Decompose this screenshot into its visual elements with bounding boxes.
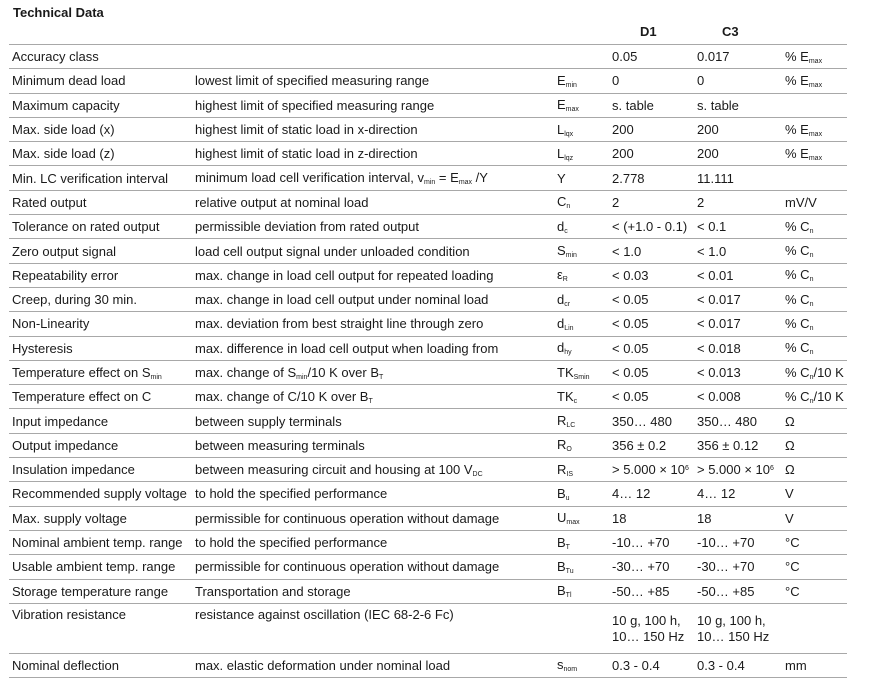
value-d1: > $5.000 \times 10^6$: [609, 458, 694, 482]
param-description: lowest limit of specified measuring range: [192, 69, 554, 93]
param-name: Input impedance: [9, 409, 192, 433]
param-description: max. change in load cell output under nominal load: [192, 287, 554, 311]
table-row: [9, 360, 847, 384]
value-c3: 0.017: [694, 45, 782, 69]
value-c3: < 0.017: [694, 312, 782, 336]
param-name: Insulation impedance: [9, 458, 192, 482]
value-c3: 350… 480: [694, 409, 782, 433]
value-c3: 11.111: [694, 166, 782, 190]
table-row: [9, 579, 847, 603]
table-row: [9, 458, 847, 482]
param-description: Transportation and storage: [192, 579, 554, 603]
value-c3: < 0.018: [694, 336, 782, 360]
param-description: to hold the specified performance: [192, 482, 554, 506]
table-row: [9, 433, 847, 457]
param-name: Max. supply voltage: [9, 506, 192, 530]
param-symbol: $d_{Lin}$: [554, 312, 609, 336]
param-unit: °C: [782, 579, 847, 603]
value-c3: < 0.01: [694, 263, 782, 287]
param-description: permissible for continuous operation without damage: [192, 506, 554, 530]
param-description: max. change in load cell output for repeated loading: [192, 263, 554, 287]
value-c3: 200: [694, 117, 782, 141]
param-unit: Ω: [782, 409, 847, 433]
value-c3: < 1.0: [694, 239, 782, 263]
param-symbol: $E_{min}$: [554, 69, 609, 93]
param-description: minimum load cell verification interval, $v_{min} = E_{max}$ /Y: [192, 166, 554, 190]
param-name: Accuracy class: [9, 45, 192, 69]
param-description: max. change of C/10 K over $B_T$: [192, 385, 554, 409]
value-d1: < 0.05: [609, 336, 694, 360]
param-symbol: $\varepsilon_R$: [554, 263, 609, 287]
param-symbol: $B_{Tu}$: [554, 555, 609, 579]
param-unit: % $C_n$: [782, 336, 847, 360]
param-name: Zero output signal: [9, 239, 192, 263]
value-d1: 10 g, 100 h, 10… 150 Hz: [609, 603, 694, 653]
value-c3: 0.3 - 0.4: [694, 653, 782, 677]
table-row: [9, 93, 847, 117]
table-row: [9, 166, 847, 190]
value-d1: 2.778: [609, 166, 694, 190]
value-d1: 18: [609, 506, 694, 530]
value-c3: < 0.008: [694, 385, 782, 409]
param-description: to hold the specified performance: [192, 530, 554, 554]
param-unit: % $C_n$: [782, 239, 847, 263]
value-d1: 0: [609, 69, 694, 93]
param-name: Min. LC verification interval: [9, 166, 192, 190]
param-unit: % $C_n/10$ K: [782, 385, 847, 409]
param-description: max. difference in load cell output when loading from: [192, 336, 554, 360]
param-unit: °C: [782, 530, 847, 554]
param-name: Vibration resistance: [9, 603, 192, 653]
table-row: [9, 653, 847, 677]
value-d1: 200: [609, 117, 694, 141]
param-description: between measuring terminals: [192, 433, 554, 457]
param-symbol: Y: [554, 166, 609, 190]
param-unit: % $E_{max}$: [782, 69, 847, 93]
table-row: [9, 215, 847, 239]
value-d1: < 0.05: [609, 360, 694, 384]
param-unit: V: [782, 482, 847, 506]
value-c3: 18: [694, 506, 782, 530]
table-row: [9, 263, 847, 287]
table-row: [9, 530, 847, 554]
value-c3: -10… +70: [694, 530, 782, 554]
param-symbol: $E_{max}$: [554, 93, 609, 117]
param-name: Nominal ambient temp. range: [9, 530, 192, 554]
table-row: [9, 239, 847, 263]
param-symbol: $TK_c$: [554, 385, 609, 409]
param-unit: % $E_{max}$: [782, 45, 847, 69]
param-symbol: [554, 45, 609, 69]
table-row: [9, 385, 847, 409]
value-c3: 200: [694, 142, 782, 166]
param-symbol: $L_{lqz}$: [554, 142, 609, 166]
param-symbol: $S_{min}$: [554, 239, 609, 263]
param-description: between supply terminals: [192, 409, 554, 433]
param-name: Nominal deflection: [9, 653, 192, 677]
param-name: Temperature effect on C: [9, 385, 192, 409]
table-row: [9, 45, 847, 69]
param-name: Maximum capacity: [9, 93, 192, 117]
value-c3: 0: [694, 69, 782, 93]
param-unit: V: [782, 506, 847, 530]
value-d1: 0.05: [609, 45, 694, 69]
value-d1: < 0.05: [609, 385, 694, 409]
technical-data-table: [9, 44, 847, 678]
table-row: [9, 190, 847, 214]
param-description: [192, 45, 554, 69]
table-row: [9, 69, 847, 93]
param-unit: [782, 166, 847, 190]
param-symbol: $B_T$: [554, 530, 609, 554]
param-unit: % $E_{max}$: [782, 117, 847, 141]
table-row: [9, 287, 847, 311]
value-d1: < 0.05: [609, 287, 694, 311]
param-name: Minimum dead load: [9, 69, 192, 93]
param-unit: % $C_n$: [782, 287, 847, 311]
param-description: resistance against oscillation (IEC 68-2-6 Fc): [192, 603, 554, 653]
param-unit: [782, 93, 847, 117]
param-description: permissible deviation from rated output: [192, 215, 554, 239]
param-symbol: $C_n$: [554, 190, 609, 214]
param-symbol: $d_c$: [554, 215, 609, 239]
value-d1: 350… 480: [609, 409, 694, 433]
param-description: max. elastic deformation under nominal load: [192, 653, 554, 677]
param-symbol: $R_O$: [554, 433, 609, 457]
value-c3: -30… +70: [694, 555, 782, 579]
param-name: Rated output: [9, 190, 192, 214]
value-c3: 2: [694, 190, 782, 214]
param-name: Usable ambient temp. range: [9, 555, 192, 579]
param-unit: % $E_{max}$: [782, 142, 847, 166]
value-c3: -50… +85: [694, 579, 782, 603]
param-unit: % $C_n$: [782, 215, 847, 239]
param-name: Creep, during 30 min.: [9, 287, 192, 311]
param-name: Tolerance on rated output: [9, 215, 192, 239]
param-description: load cell output signal under unloaded condition: [192, 239, 554, 263]
value-d1: s. table: [609, 93, 694, 117]
page-title: Technical Data: [13, 5, 104, 20]
table-row: [9, 336, 847, 360]
table-row: [9, 409, 847, 433]
param-symbol: [554, 603, 609, 653]
param-description: max. change of $S_{min}/10$ K over $B_T$: [192, 360, 554, 384]
value-d1: 356 ± 0.2: [609, 433, 694, 457]
value-c3: < 0.017: [694, 287, 782, 311]
value-d1: -50… +85: [609, 579, 694, 603]
param-unit: % $C_n$: [782, 263, 847, 287]
value-c3: < 0.1: [694, 215, 782, 239]
param-symbol: $R_{LC}$: [554, 409, 609, 433]
param-name: Max. side load (z): [9, 142, 192, 166]
param-name: Non-Linearity: [9, 312, 192, 336]
param-name: Recommended supply voltage: [9, 482, 192, 506]
value-d1: < 0.03: [609, 263, 694, 287]
value-d1: -10… +70: [609, 530, 694, 554]
table-row: [9, 603, 847, 653]
value-d1: -30… +70: [609, 555, 694, 579]
param-symbol: $U_{max}$: [554, 506, 609, 530]
param-symbol: $B_{Tl}$: [554, 579, 609, 603]
param-symbol: $d_{cr}$: [554, 287, 609, 311]
param-name: Temperature effect on $S_{min}$: [9, 360, 192, 384]
table-row: [9, 117, 847, 141]
param-symbol: $R_{IS}$: [554, 458, 609, 482]
param-symbol: $d_{hy}$: [554, 336, 609, 360]
value-d1: < (+1.0 - 0.1): [609, 215, 694, 239]
param-symbol: $B_u$: [554, 482, 609, 506]
column-header-d1: D1: [640, 24, 657, 39]
value-c3: 4… 12: [694, 482, 782, 506]
table-row: [9, 506, 847, 530]
param-unit: Ω: [782, 433, 847, 457]
value-c3: s. table: [694, 93, 782, 117]
table-row: [9, 555, 847, 579]
table-row: [9, 142, 847, 166]
value-c3: 10 g, 100 h, 10… 150 Hz: [694, 603, 782, 653]
param-name: Hysteresis: [9, 336, 192, 360]
param-name: Storage temperature range: [9, 579, 192, 603]
param-name: Repeatability error: [9, 263, 192, 287]
value-d1: 0.3 - 0.4: [609, 653, 694, 677]
param-symbol: $s_{nom}$: [554, 653, 609, 677]
param-unit: % $C_n/10$ K: [782, 360, 847, 384]
param-symbol: $L_{lqx}$: [554, 117, 609, 141]
value-d1: < 0.05: [609, 312, 694, 336]
table-body: [9, 45, 847, 678]
value-c3: < 0.013: [694, 360, 782, 384]
param-unit: Ω: [782, 458, 847, 482]
param-unit: mm: [782, 653, 847, 677]
param-symbol: $TK_{Smin}$: [554, 360, 609, 384]
table-row: [9, 482, 847, 506]
param-unit: mV/V: [782, 190, 847, 214]
column-header-c3: C3: [722, 24, 739, 39]
param-unit: °C: [782, 555, 847, 579]
param-description: highest limit of specified measuring range: [192, 93, 554, 117]
value-d1: 200: [609, 142, 694, 166]
param-description: highest limit of static load in x-direction: [192, 117, 554, 141]
param-unit: [782, 603, 847, 653]
param-description: max. deviation from best straight line through zero: [192, 312, 554, 336]
value-d1: 2: [609, 190, 694, 214]
value-c3: > $5.000 \times 10^6$: [694, 458, 782, 482]
param-name: Max. side load (x): [9, 117, 192, 141]
value-d1: 4… 12: [609, 482, 694, 506]
param-description: between measuring circuit and housing at 100 $V_{DC}$: [192, 458, 554, 482]
value-d1: < 1.0: [609, 239, 694, 263]
param-unit: % $C_n$: [782, 312, 847, 336]
value-c3: 356 ± 0.12: [694, 433, 782, 457]
param-description: relative output at nominal load: [192, 190, 554, 214]
param-description: permissible for continuous operation without damage: [192, 555, 554, 579]
param-name: Output impedance: [9, 433, 192, 457]
table-row: [9, 312, 847, 336]
param-description: highest limit of static load in z-direction: [192, 142, 554, 166]
